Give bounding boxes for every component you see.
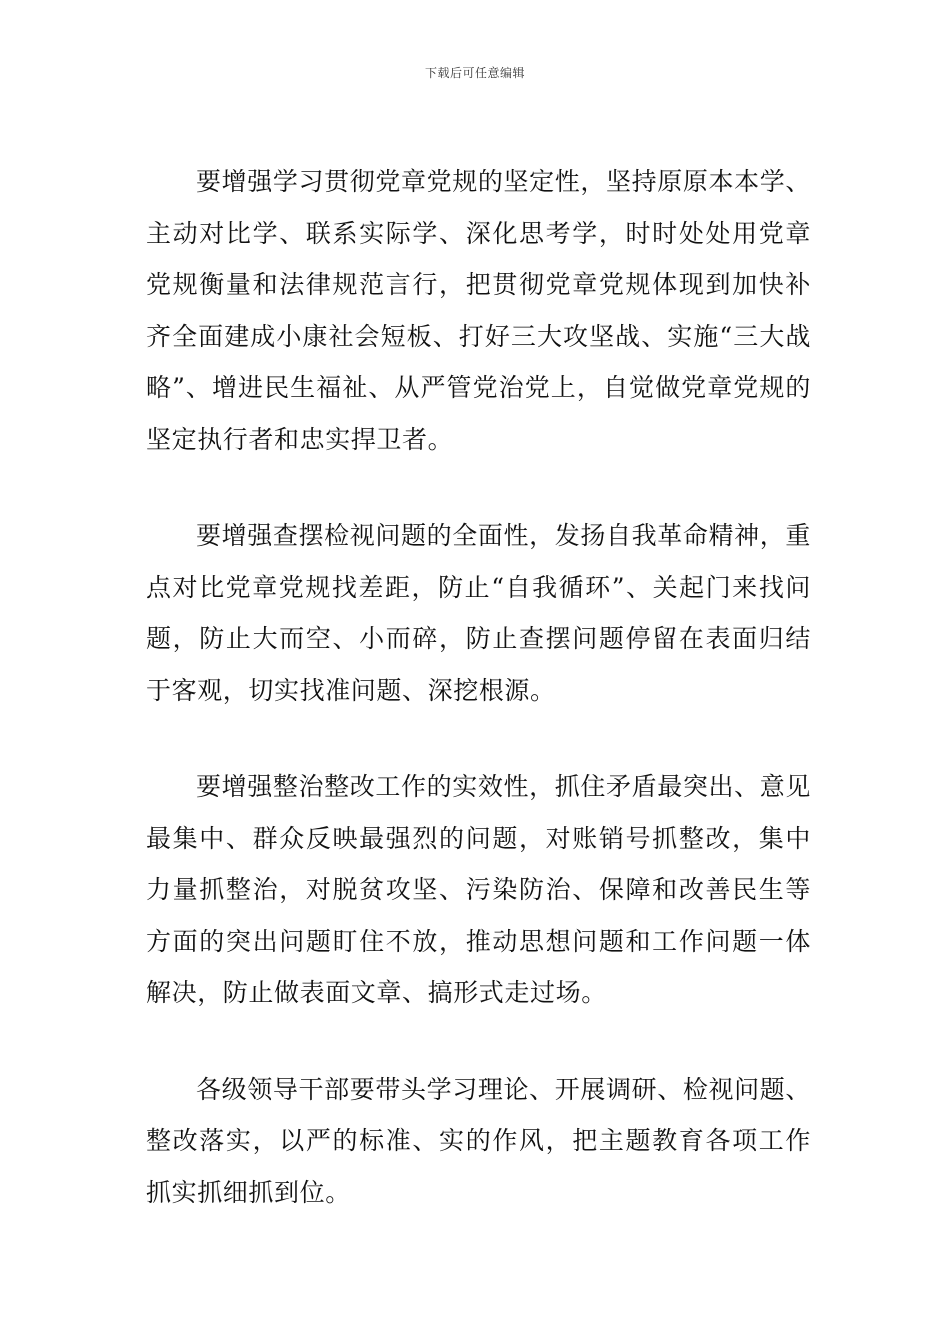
paragraph-1: 要增强学习贯彻党章党规的坚定性，坚持原原本本学、主动对比学、联系实际学、深化思考学，时时处处用党章党规衡量和法律规范言行，把贯彻党章党规体现到加快补齐全面建成小康社会短板、打好三大攻坚战、实施“三大战略”、增进民生福祉、从严管党治党上，自觉做党章党规的坚定执行者和忠实捍卫者。 <box>146 167 811 454</box>
paragraph-4: 各级领导干部要带头学习理论、开展调研、检视问题、整改落实，以严的标准、实的作风，把主题教育各项工作抓实抓细抓到位。 <box>146 1074 811 1207</box>
paragraph-2: 要增强查摆检视问题的全面性，发扬自我革命精神，重点对比党章党规找差距，防止“自我循环”、关起门来找问题，防止大而空、小而碎，防止查摆问题停留在表面归结于客观，切实找准问题、深挖根源。 <box>146 521 811 705</box>
document-body <box>146 156 811 1218</box>
paragraph-3: 要增强整治整改工作的实效性，抓住矛盾最突出、意见最集中、群众反映最强烈的问题，对账销号抓整改，集中力量抓整治，对脱贫攻坚、污染防治、保障和改善民生等方面的突出问题盯住不放，推动思想问题和工作问题一体解决，防止做表面文章、搞形式走过场。 <box>146 772 811 1007</box>
page-header-note: 下载后可任意编辑 <box>424 66 525 80</box>
